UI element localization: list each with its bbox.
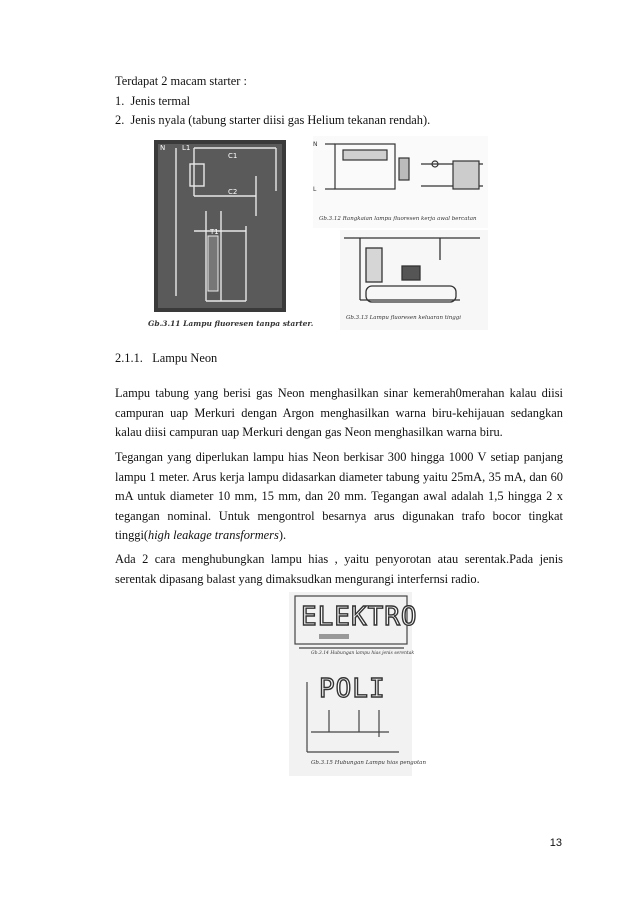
section-number: 2.1.1. [115,351,143,365]
svg-text:L: L [313,186,317,193]
sign-text-elektro: ELEKTRO [301,602,418,632]
starter-item-1: 1. Jenis termal [115,94,191,108]
figure-caption: Gb.3.12 Rangkaian lampu fluoresen kerja awal bercatan [319,216,477,222]
circuit-diagram-1 [146,136,296,336]
figure-high-output-fluorescent [340,230,488,330]
starter-item-2: 2. Jenis nyala (tabung starter diisi gas Helium tekanan rendah). [115,113,431,127]
circuit-diagram-2 [313,136,488,228]
sign-text-poli: POLI [319,674,386,704]
paragraph-neon-voltage [115,448,563,546]
paragraph-neon-gas: Lampu tabung yang berisi gas Neon menghasilkan sinar kemerah0merahan kalau diisi campuran uap Merkuri dengan Argon menghasilkan warna biru-kehijauan sedangkan kalau diisi campuran uap Merkuri dengan gas Neon menghasilkan warna biru. [115,386,563,439]
paragraph-text-end: ). [278,528,287,542]
paragraph-text: Tegangan yang diperlukan lampu hias Neon berkisar 300 hingga 1000 V setiap panjang lampu 1 meter. Arus kerja lampu didasarkan diameter tabung yaitu 25mA, 35 mA, dan 60 mA untuk diameter 10 mm, 15 mm, dan 20 mm. Tegangan awal adalah 1,5 hingga 2 x tegangan nominal. Untuk mengontrol besarnya arus digunakan trafo bocor tingkat tinggi( [115,450,563,542]
svg-text:N: N [313,141,318,148]
figure-caption: Gb.3.14 Hubungan lampu hias jenis serentak [311,651,415,656]
paragraph-connection-methods: Ada 2 cara menghubungkan lampu hias , yaitu penyorotan atau serentak.Pada jenis serentak dipasang balast yang dimaksudkan mengurangi interfernsi radio. [115,552,563,586]
figure-decorative-lamp-connections [289,592,426,776]
section-title: Lampu Neon [152,351,218,365]
figure-starting-circuit [313,136,488,228]
svg-text:L1: L1 [182,144,191,152]
figure-caption: Gb.3.11 Lampu fluoresen tanpa starter. [148,319,314,328]
svg-text:C1: C1 [228,152,238,160]
page-number: 13 [549,837,562,849]
figure-caption: Gb.3.15 Hubungan Lampu hias pengotan [311,760,426,766]
svg-text:C2: C2 [228,188,238,196]
paragraph-italic-term: high leakage transformers [148,528,279,542]
figure-caption: Gb.3.13 Lampu fluoresen keluaran tinggi [346,315,462,321]
starter-heading: Terdapat 2 macam starter : [115,74,247,88]
svg-text:N: N [160,144,166,152]
figure-fluorescent-no-starter [146,136,314,336]
svg-text:T1: T1 [210,228,219,236]
section-heading [115,349,563,369]
